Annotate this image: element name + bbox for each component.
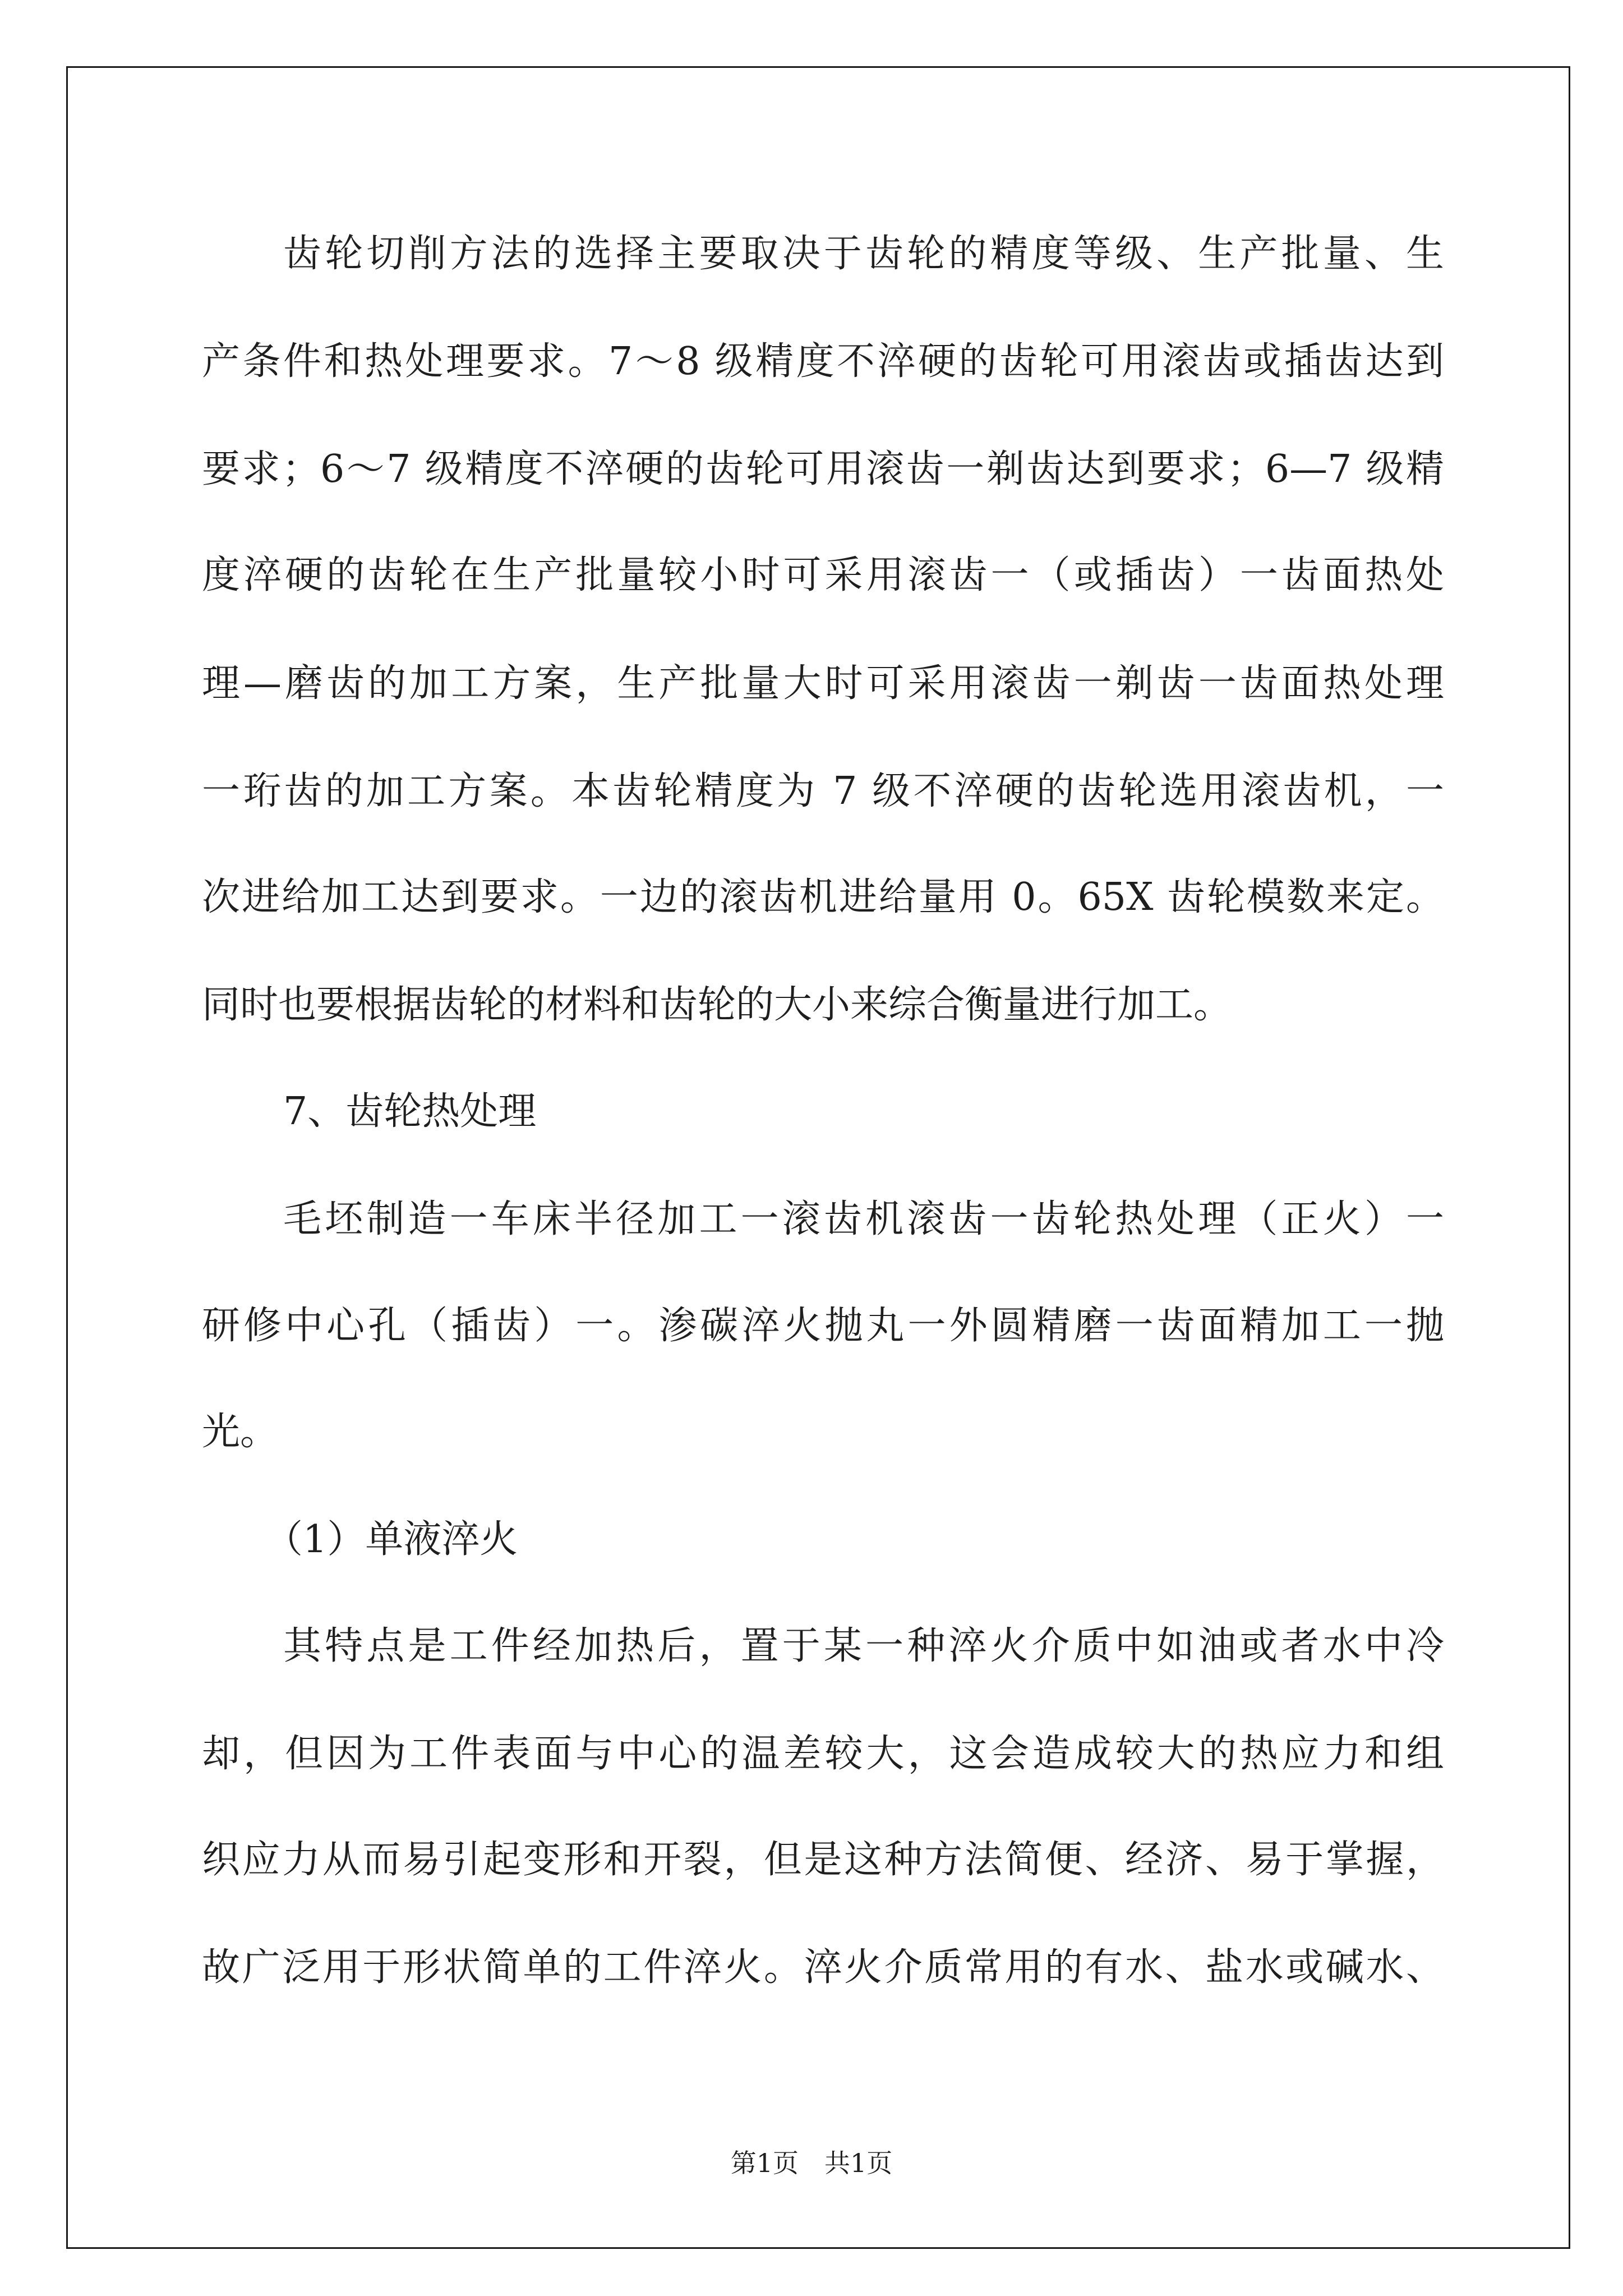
text-line: 度淬硬的齿轮在生产批量较小时可采用滚齿一（或插齿）一齿面热处 bbox=[202, 553, 1444, 597]
text-line: 次进给加工达到要求。一边的滚齿机进给量用 0。65X 齿轮模数来定。 bbox=[202, 875, 1444, 919]
text-line: 织应力从而易引起变形和开裂，但是这种方法简便、经济、易于掌握， bbox=[202, 1838, 1444, 1882]
text-line: 7、齿轮热处理 bbox=[283, 1089, 537, 1134]
text-line: 光。 bbox=[202, 1410, 279, 1454]
text-line: 一珩齿的加工方案。本齿轮精度为 7 级不淬硬的齿轮选用滚齿机，一 bbox=[202, 769, 1444, 813]
text-line: 理—磨齿的加工方案，生产批量大时可采用滚齿一剃齿一齿面热处理 bbox=[202, 661, 1444, 706]
text-line: 故广泛用于形状简单的工件淬火。淬火介质常用的有水、盐水或碱水、 bbox=[202, 1945, 1444, 1990]
text-line: 研修中心孔（插齿）一。渗碳淬火抛丸一外圆精磨一齿面精加工一抛 bbox=[202, 1304, 1444, 1348]
text-line: 毛坯制造一车床半径加工一滚齿机滚齿一齿轮热处理（正火）一 bbox=[283, 1197, 1444, 1241]
page-footer bbox=[0, 2146, 1623, 2180]
text-line: 却，但因为工件表面与中心的温差较大，这会造成较大的热应力和组 bbox=[202, 1732, 1444, 1776]
text-line: 其特点是工件经加热后，置于某一种淬火介质中如油或者水中冷 bbox=[283, 1624, 1444, 1668]
text-line: 要求；6～7 级精度不淬硬的齿轮可用滚齿一剃齿达到要求；6—7 级精 bbox=[202, 447, 1444, 491]
text-line: 同时也要根据齿轮的材料和齿轮的大小来综合衡量进行加工。 bbox=[202, 983, 1232, 1027]
text-line: 产条件和热处理要求。7～8 级精度不淬硬的齿轮可用滚齿或插齿达到 bbox=[202, 339, 1444, 384]
page-number-label: 第1页 共1页 bbox=[730, 2148, 893, 2178]
text-line: 齿轮切削方法的选择主要取决于齿轮的精度等级、生产批量、生 bbox=[283, 232, 1444, 276]
text-line: （1）单液淬火 bbox=[265, 1517, 518, 1562]
page-border bbox=[66, 66, 1570, 2249]
